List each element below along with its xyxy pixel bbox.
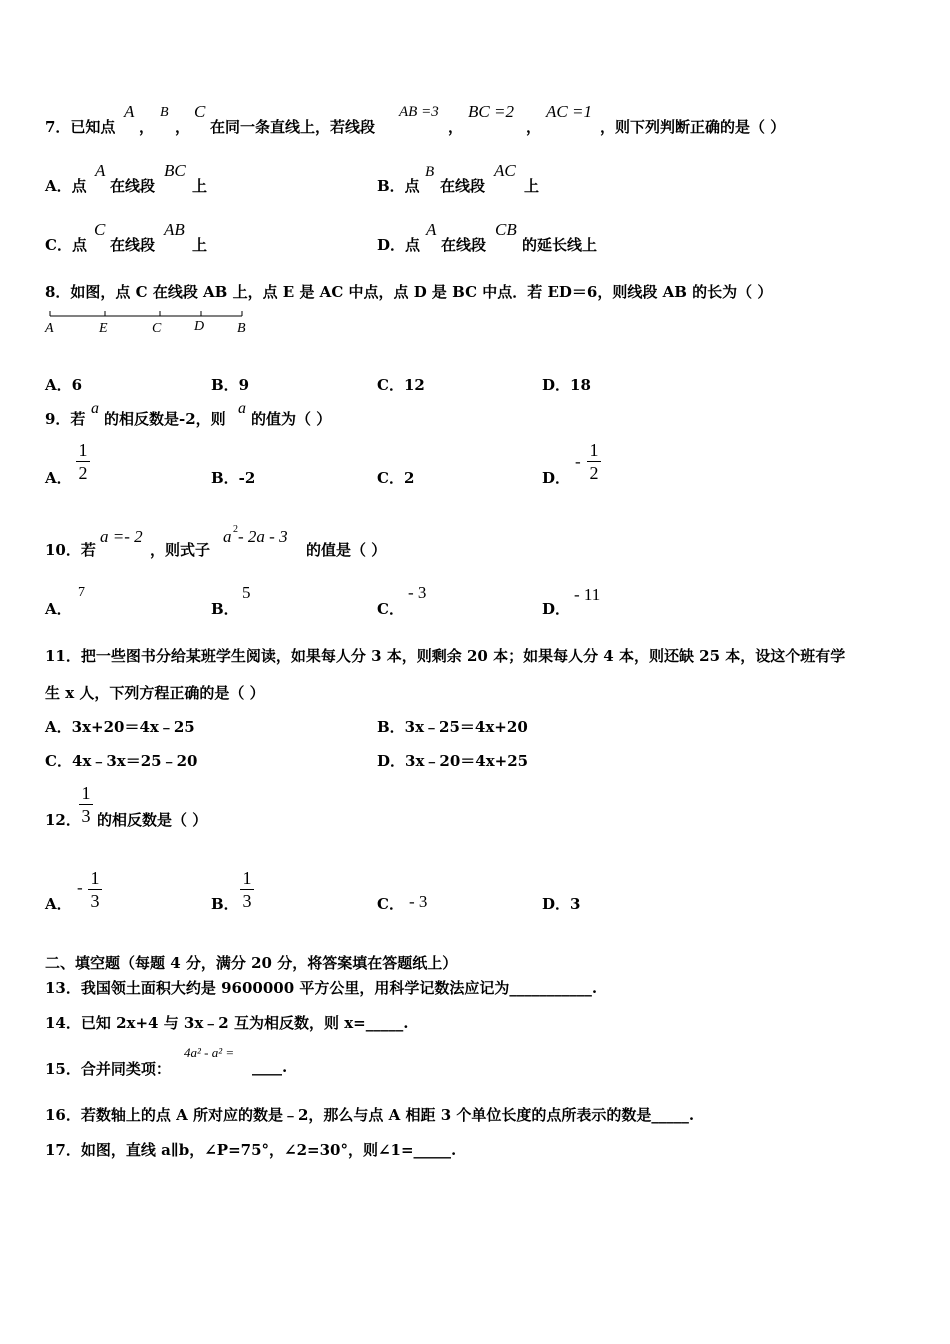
q10-condition: a =- 2 — [100, 527, 143, 546]
q9-option-d-sign: - — [575, 452, 581, 471]
q11-option-a[interactable]: A．3x+20＝4x﹣25 — [45, 718, 195, 736]
q7-option-d-end: 的延长线上 — [522, 236, 598, 254]
q9-var-a: a — [91, 400, 99, 417]
q10-mid: ，则式子 — [150, 541, 211, 559]
q9-option-c[interactable]: C．2 — [377, 469, 415, 487]
q7-option-c-seg: AB — [164, 220, 185, 239]
q12-option-d[interactable]: D．3 — [542, 895, 581, 913]
q8-option-b[interactable]: B．9 — [211, 376, 250, 394]
q12-option-a-prefix: A． — [45, 895, 72, 913]
q7-option-b-point: B — [425, 164, 435, 180]
q15-prefix: 15．合并同类项： — [45, 1060, 171, 1078]
question-13: 13．我国领土面积大约是 9600000 平方公里，用科学记数法应记为___________. — [45, 979, 598, 997]
q9-option-a-fraction — [76, 440, 90, 483]
q7-option-b-prefix: B．点 — [377, 177, 420, 195]
q11-option-c[interactable]: C．4x﹣3x＝25﹣20 — [45, 752, 198, 770]
fraction-bar — [76, 461, 90, 462]
q7-sep-3: ， — [448, 118, 464, 136]
q9-prefix: 9．若 — [45, 410, 86, 428]
q7-option-c-point: C — [94, 220, 106, 239]
q7-option-d-prefix: D．点 — [377, 236, 421, 254]
q12-option-c-prefix: C． — [377, 895, 404, 913]
q10-end: 的值是（ ） — [306, 541, 387, 559]
q7-option-c-prefix: C．点 — [45, 236, 87, 254]
q9-option-b[interactable]: B．-2 — [211, 469, 256, 487]
q12-option-b-denominator: 3 — [242, 891, 252, 911]
q12-option-a-fraction — [88, 868, 102, 911]
question-17: 17．如图，直线 a∥b，∠P=75°，∠2=30°，则∠1=_____. — [45, 1141, 457, 1159]
q7-option-d-seg: CB — [495, 220, 517, 239]
question-16: 16．若数轴上的点 A 所对应的数是﹣2，那么与点 A 相距 3 个单位长度的点所表示的数是_____. — [45, 1106, 695, 1124]
q7-eq-ab: AB =3 — [399, 104, 439, 120]
q7-point-b: B — [160, 105, 169, 120]
q7-sep-2: ， — [175, 118, 191, 136]
q7-mid-text: 在同一条直线上，若线段 — [210, 118, 376, 136]
q12-option-a-sign: - — [77, 878, 83, 897]
q8-label-d: D — [194, 319, 205, 334]
q10-expr-a: a — [223, 527, 232, 546]
q10-option-a-value: 7 — [78, 585, 85, 600]
q10-prefix: 10．若 — [45, 541, 96, 559]
q7-option-a-mid: 在线段 — [110, 177, 156, 195]
q9-option-d-fraction — [587, 440, 601, 483]
section-2-title: 二、填空题（每题 4 分，满分 20 分，将答案填在答题纸上） — [45, 954, 458, 972]
q7-option-b-seg: AC — [494, 161, 516, 180]
q7-sep-4: ， — [526, 118, 542, 136]
q9-option-d-prefix: D． — [542, 469, 571, 487]
q7-option-d-mid: 在线段 — [441, 236, 487, 254]
q7-sep-1: ， — [139, 118, 155, 136]
q10-expr-exponent: 2 — [233, 524, 238, 535]
q12-denominator: 3 — [81, 806, 91, 826]
fraction-bar — [587, 461, 601, 462]
q7-option-c-end: 上 — [192, 236, 208, 254]
q12-end: 的相反数是（ ） — [97, 811, 208, 829]
q11-stem-line-1: 11．把一些图书分给某班学生阅读，如果每人分 3 本，则剩余 20 本；如果每人分 4 本，则还缺 25 本，设这个班有学 — [45, 647, 846, 665]
q10-option-d-prefix: D． — [542, 600, 571, 618]
fraction-bar — [240, 889, 254, 890]
q8-label-c: C — [152, 321, 162, 336]
q8-label-b: B — [237, 321, 246, 336]
q9-end: 的值为（ ） — [251, 410, 332, 428]
q7-point-c: C — [194, 102, 206, 121]
q12-option-b-prefix: B． — [211, 895, 239, 913]
q7-option-b-end: 上 — [524, 177, 540, 195]
q7-option-a-seg: BC — [164, 161, 186, 180]
q10-option-b-value: 5 — [242, 583, 251, 602]
q7-option-a-end: 上 — [192, 177, 208, 195]
q9-option-a-denominator: 2 — [78, 463, 88, 483]
q7-eq-bc: BC =2 — [468, 102, 514, 121]
q9-mid: 的相反数是-2，则 — [104, 410, 226, 428]
q7-option-d-point: A — [426, 220, 437, 239]
question-14: 14．已知 2x+4 与 3x﹣2 互为相反数，则 x=_____. — [45, 1014, 409, 1032]
q10-option-d-value: - 11 — [574, 585, 601, 604]
q10-option-a-prefix: A． — [45, 600, 72, 618]
q12-option-c-value: - 3 — [409, 892, 428, 911]
q7-option-a-prefix: A．点 — [45, 177, 87, 195]
q7-tail-text: ，则下列判断正确的是（ ） — [600, 118, 786, 136]
q8-option-d[interactable]: D．18 — [542, 376, 591, 394]
q8-line-figure — [44, 307, 254, 337]
q12-option-b-fraction — [240, 868, 254, 911]
q10-option-c-prefix: C． — [377, 600, 404, 618]
q12-option-a-denominator: 3 — [90, 891, 100, 911]
q10-option-c-value: - 3 — [408, 583, 427, 602]
fraction-bar — [88, 889, 102, 890]
q9-var-a2: a — [238, 400, 246, 417]
q8-option-a[interactable]: A．6 — [45, 376, 83, 394]
q9-option-d-numerator: 1 — [589, 440, 599, 460]
q12-prefix: 12． — [45, 811, 81, 829]
q8-stem: 8．如图，点 C 在线段 AB 上，点 E 是 AC 中点，点 D 是 BC 中点．若 ED＝6，则线段 AB 的长为（ ） — [45, 283, 773, 301]
q15-expression: 4a² - a² = — [184, 1045, 235, 1060]
q12-fraction — [79, 783, 93, 826]
q7-number-text: 7．已知点 — [45, 118, 116, 136]
q7-point-a: A — [124, 102, 135, 121]
q7-option-c-mid: 在线段 — [110, 236, 156, 254]
q11-option-d[interactable]: D．3x﹣20＝4x+25 — [377, 752, 529, 770]
q9-option-a-prefix: A． — [45, 469, 72, 487]
q10-option-b-prefix: B． — [211, 600, 239, 618]
q8-label-e: E — [99, 321, 108, 336]
q11-stem-line-2: 生 x 人，下列方程正确的是（ ） — [45, 684, 265, 702]
q8-option-c[interactable]: C．12 — [377, 376, 425, 394]
q12-numerator: 1 — [81, 783, 91, 803]
q12-option-a-numerator: 1 — [90, 868, 100, 888]
q9-option-a-numerator: 1 — [78, 440, 88, 460]
q11-option-b[interactable]: B．3x﹣25＝4x+20 — [377, 718, 528, 736]
q12-option-b-numerator: 1 — [242, 868, 252, 888]
fraction-bar — [79, 804, 93, 805]
q7-eq-ac: AC =1 — [546, 102, 592, 121]
q15-blank: ____. — [252, 1058, 288, 1076]
q8-label-a: A — [45, 321, 54, 336]
q9-option-d-denominator: 2 — [589, 463, 599, 483]
q7-option-b-mid: 在线段 — [440, 177, 486, 195]
q10-expr-rest: - 2a - 3 — [238, 527, 288, 546]
q7-option-a-point: A — [95, 161, 106, 180]
